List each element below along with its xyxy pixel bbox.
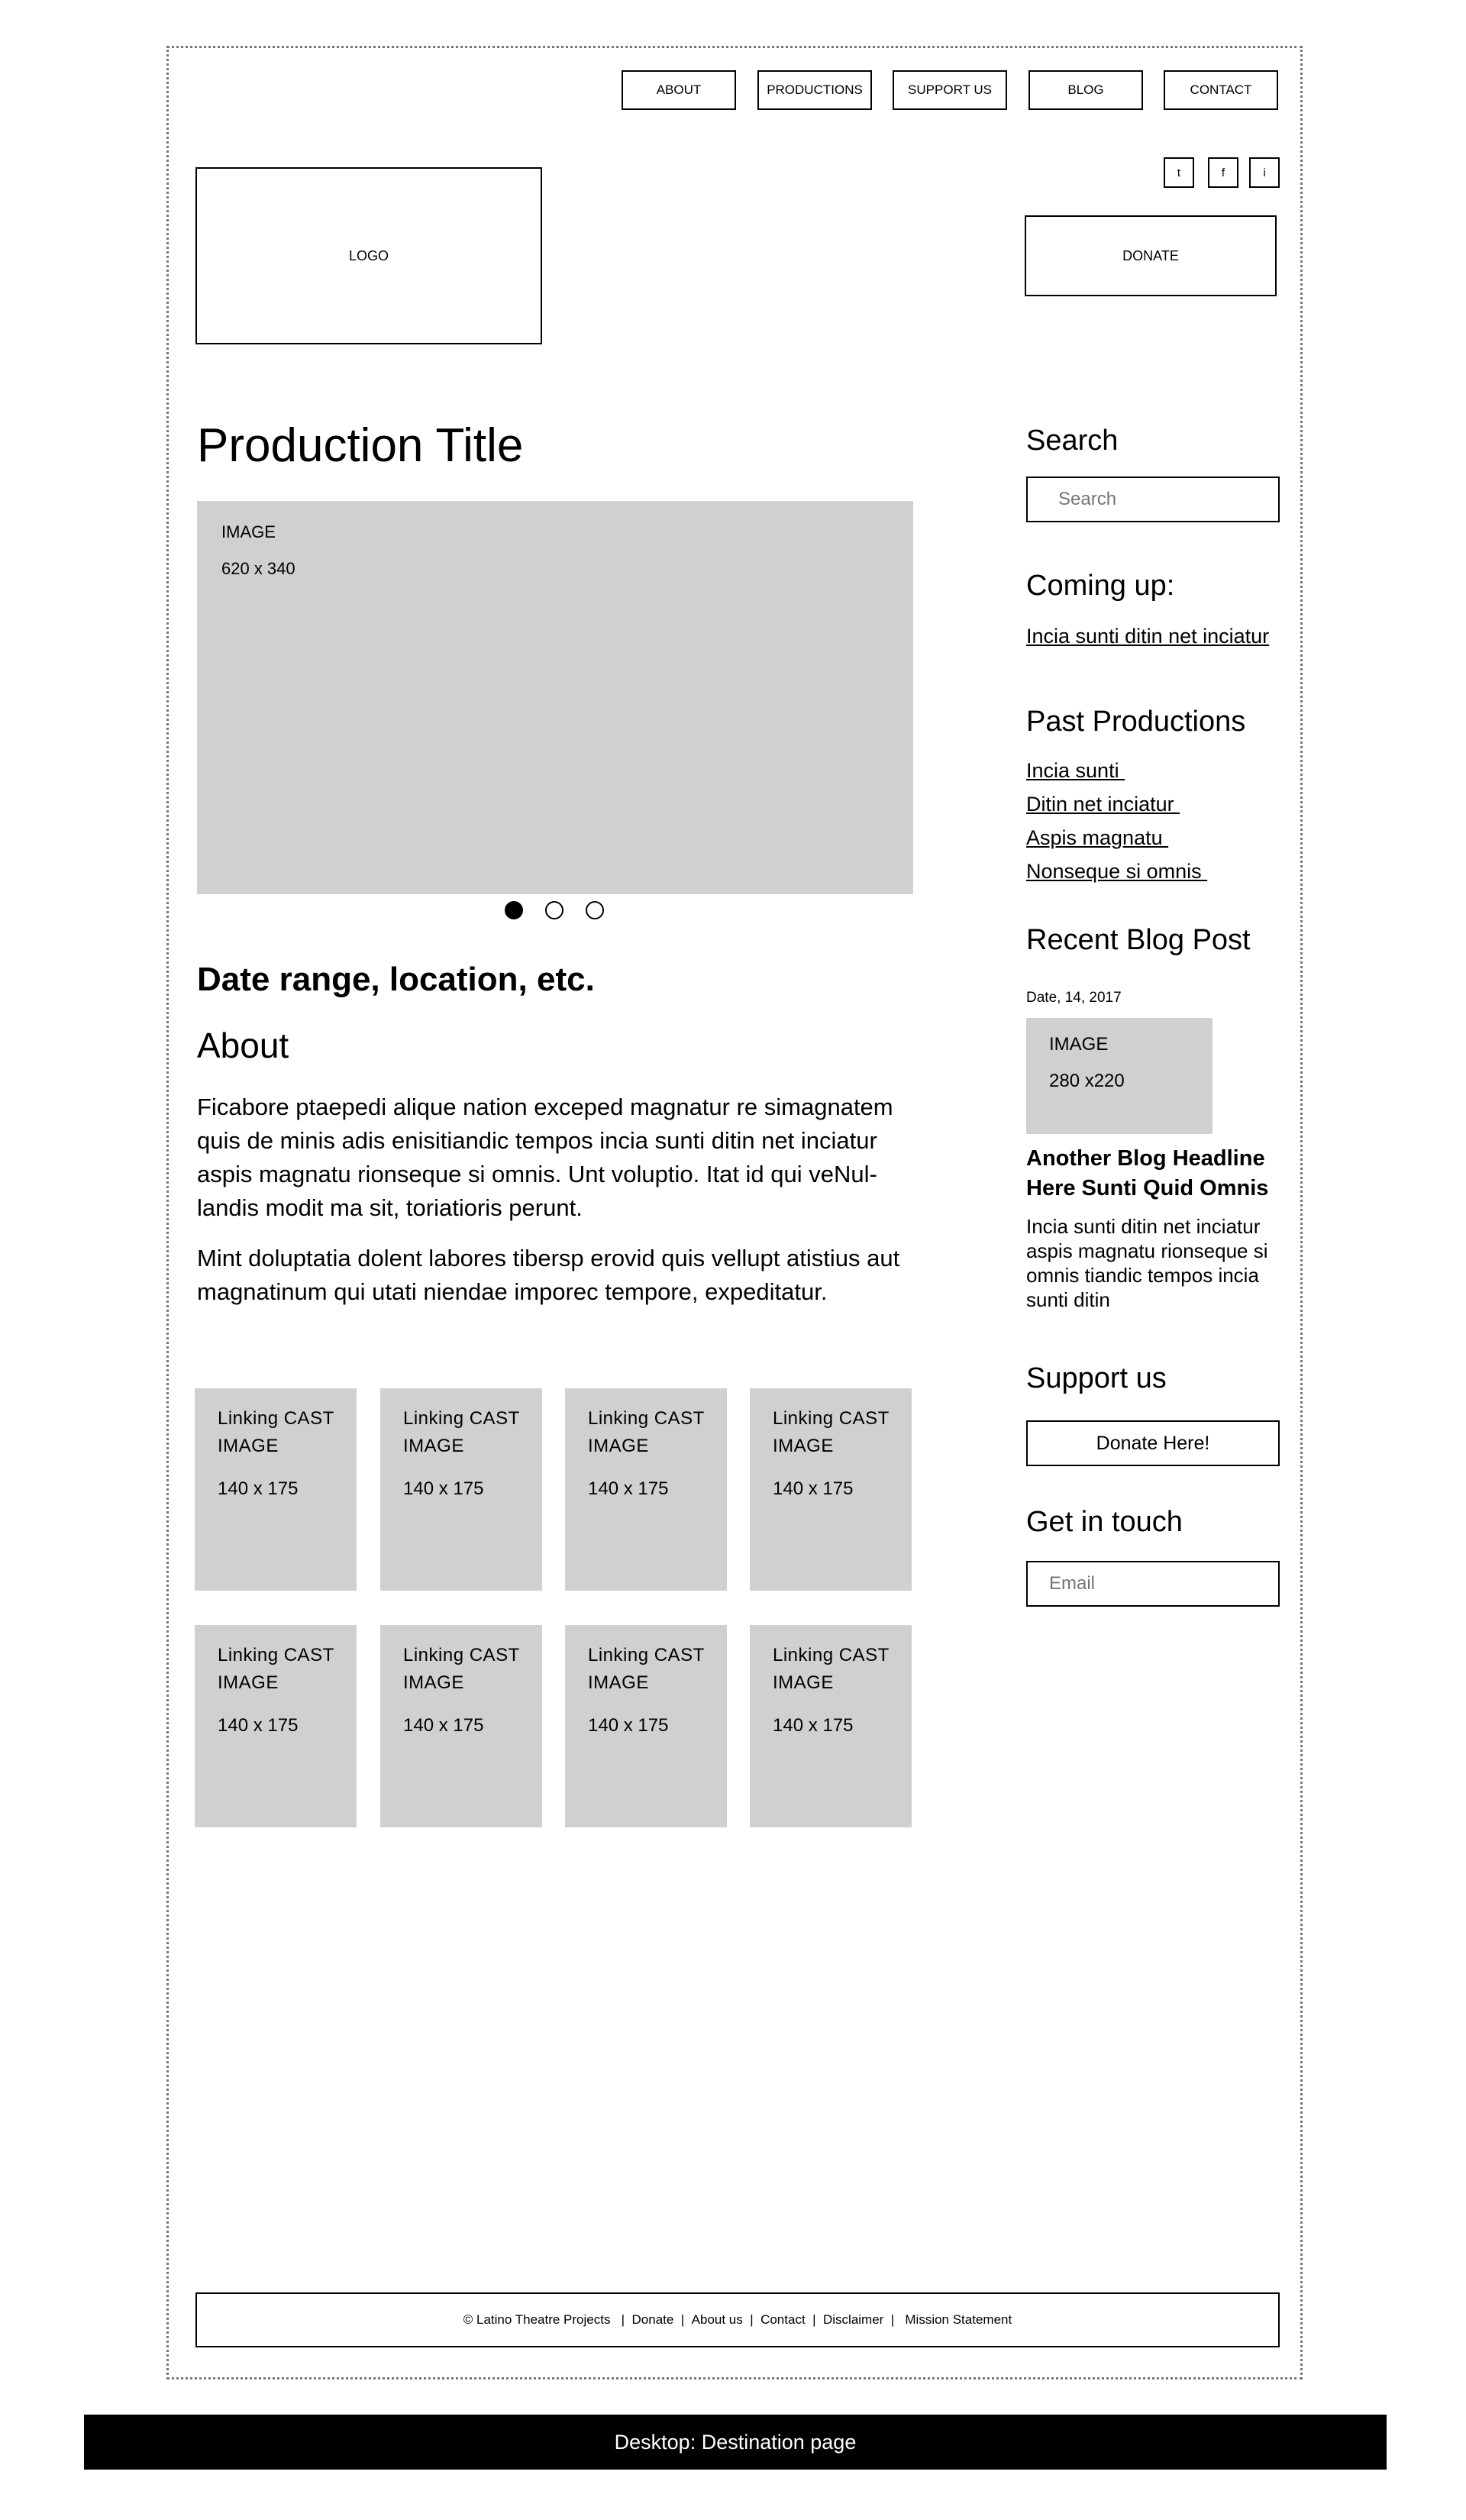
cast-size: 140 x 175 — [403, 1715, 484, 1736]
hero-image-label: IMAGE — [221, 522, 276, 541]
support-us-heading: Support us — [1026, 1362, 1167, 1394]
footer-link-donate[interactable]: Donate — [631, 2312, 674, 2327]
past-production-link[interactable]: Incia sunti — [1026, 759, 1125, 782]
cast-image[interactable] — [380, 1625, 542, 1827]
search-input[interactable] — [1026, 477, 1280, 522]
cast-label: Linking CAST — [403, 1408, 520, 1429]
cast-image[interactable] — [750, 1388, 912, 1591]
about-paragraph-1: Ficabore ptaepedi alique nation exceped magnatur re simagnatem quis de minis adis enisitiandic tempos incia sunti ditin net inciatur aspis magnatu rionseque si omnis. Unt voluptio. Itat id qui veNul-landis modit ma sit, toriatioris perunt. — [197, 1094, 893, 1221]
cast-label: Linking CAST — [773, 1408, 890, 1429]
cast-label: IMAGE — [403, 1436, 464, 1456]
cast-label: IMAGE — [218, 1672, 279, 1693]
cast-size: 140 x 175 — [218, 1715, 299, 1736]
page-caption-banner: Desktop: Destination page — [84, 2415, 1387, 2470]
cast-label: Linking CAST — [588, 1408, 705, 1429]
donate-here-button[interactable]: Donate Here! — [1026, 1420, 1280, 1466]
cast-image[interactable] — [195, 1388, 357, 1591]
carousel-dot-3[interactable] — [586, 901, 604, 919]
cast-size: 140 x 175 — [588, 1478, 669, 1499]
search-heading: Search — [1026, 425, 1119, 457]
footer-separator: | — [673, 2312, 692, 2327]
about-paragraph-2: Mint doluptatia dolent labores tibersp erovid quis vellupt atistius aut magnatinum qui utati niendae imporec tempore, expeditatur. — [197, 1245, 900, 1305]
blog-date: Date, 14, 2017 — [1026, 990, 1122, 1006]
cast-label: Linking CAST — [588, 1645, 705, 1665]
footer-link-about-us[interactable]: About us — [691, 2312, 743, 2327]
cast-image[interactable] — [750, 1625, 912, 1827]
hero-image — [197, 501, 913, 894]
production-subtitle: Date range, location, etc. — [197, 961, 595, 998]
cast-label: IMAGE — [773, 1672, 834, 1693]
footer-separator: | — [883, 2312, 906, 2327]
cast-image[interactable] — [565, 1625, 727, 1827]
past-productions-heading: Past Productions — [1026, 706, 1246, 738]
hero-image-size: 620 x 340 — [221, 559, 295, 578]
get-in-touch-heading: Get in touch — [1026, 1506, 1183, 1538]
cast-size: 140 x 175 — [218, 1478, 299, 1499]
nav-contact[interactable]: CONTACT — [1164, 70, 1278, 110]
footer-separator: | — [805, 2312, 823, 2327]
cast-size: 140 x 175 — [773, 1478, 854, 1499]
footer-copyright: © Latino Theatre Projects — [463, 2312, 611, 2327]
logo[interactable]: LOGO — [195, 167, 542, 344]
about-heading: About — [197, 1026, 289, 1065]
blog-image[interactable] — [1026, 1018, 1213, 1134]
nav-about[interactable]: ABOUT — [622, 70, 736, 110]
cast-label: IMAGE — [588, 1436, 649, 1456]
facebook-icon[interactable]: f — [1208, 157, 1238, 188]
donate-button[interactable]: DONATE — [1025, 215, 1277, 296]
blog-excerpt: Incia sunti ditin net inciatur aspis magnatu rionseque si omnis tiandic tempos incia sunti ditin — [1026, 1215, 1268, 1311]
past-production-link[interactable]: Ditin net inciatur — [1026, 793, 1180, 816]
past-production-link[interactable]: Aspis magnatu — [1026, 826, 1169, 849]
cast-size: 140 x 175 — [588, 1715, 669, 1736]
cast-label: Linking CAST — [218, 1408, 334, 1429]
cast-size: 140 x 175 — [773, 1715, 854, 1736]
footer-link-disclaimer[interactable]: Disclaimer — [822, 2312, 884, 2327]
recent-blog-heading: Recent Blog Post — [1026, 924, 1251, 956]
blog-headline[interactable]: Another Blog Headline Here Sunti Quid Omnis — [1026, 1146, 1269, 1200]
footer-separator: | — [742, 2312, 761, 2327]
cast-image[interactable] — [565, 1388, 727, 1591]
cast-label: Linking CAST — [218, 1645, 334, 1665]
blog-image-label: IMAGE — [1049, 1034, 1109, 1055]
nav-support-us[interactable]: SUPPORT US — [893, 70, 1007, 110]
footer — [195, 2292, 1280, 2347]
past-production-link[interactable]: Nonseque si omnis — [1026, 860, 1208, 883]
cast-image[interactable] — [195, 1625, 357, 1827]
cast-label: Linking CAST — [773, 1645, 890, 1665]
instagram-icon[interactable]: i — [1249, 157, 1280, 188]
cast-image[interactable] — [380, 1388, 542, 1591]
cast-label: IMAGE — [403, 1672, 464, 1693]
coming-up-heading: Coming up: — [1026, 570, 1175, 602]
cast-label: IMAGE — [773, 1436, 834, 1456]
cast-size: 140 x 175 — [403, 1478, 484, 1499]
cast-label: IMAGE — [588, 1672, 649, 1693]
nav-blog[interactable]: BLOG — [1028, 70, 1143, 110]
carousel-dot-1[interactable] — [505, 901, 523, 919]
footer-link-mission-statement[interactable]: Mission Statement — [905, 2312, 1012, 2327]
carousel-dot-2[interactable] — [545, 901, 563, 919]
cast-label: Linking CAST — [403, 1645, 520, 1665]
blog-image-size: 280 x220 — [1049, 1071, 1125, 1091]
coming-up-link[interactable]: Incia sunti ditin net inciatur — [1026, 625, 1270, 648]
footer-separator: | — [610, 2312, 632, 2327]
email-field[interactable] — [1026, 1561, 1280, 1607]
cast-label: IMAGE — [218, 1436, 279, 1456]
nav-productions[interactable]: PRODUCTIONS — [757, 70, 872, 110]
page-title: Production Title — [197, 419, 524, 472]
footer-link-contact[interactable]: Contact — [760, 2312, 806, 2327]
twitter-icon[interactable]: t — [1164, 157, 1194, 188]
